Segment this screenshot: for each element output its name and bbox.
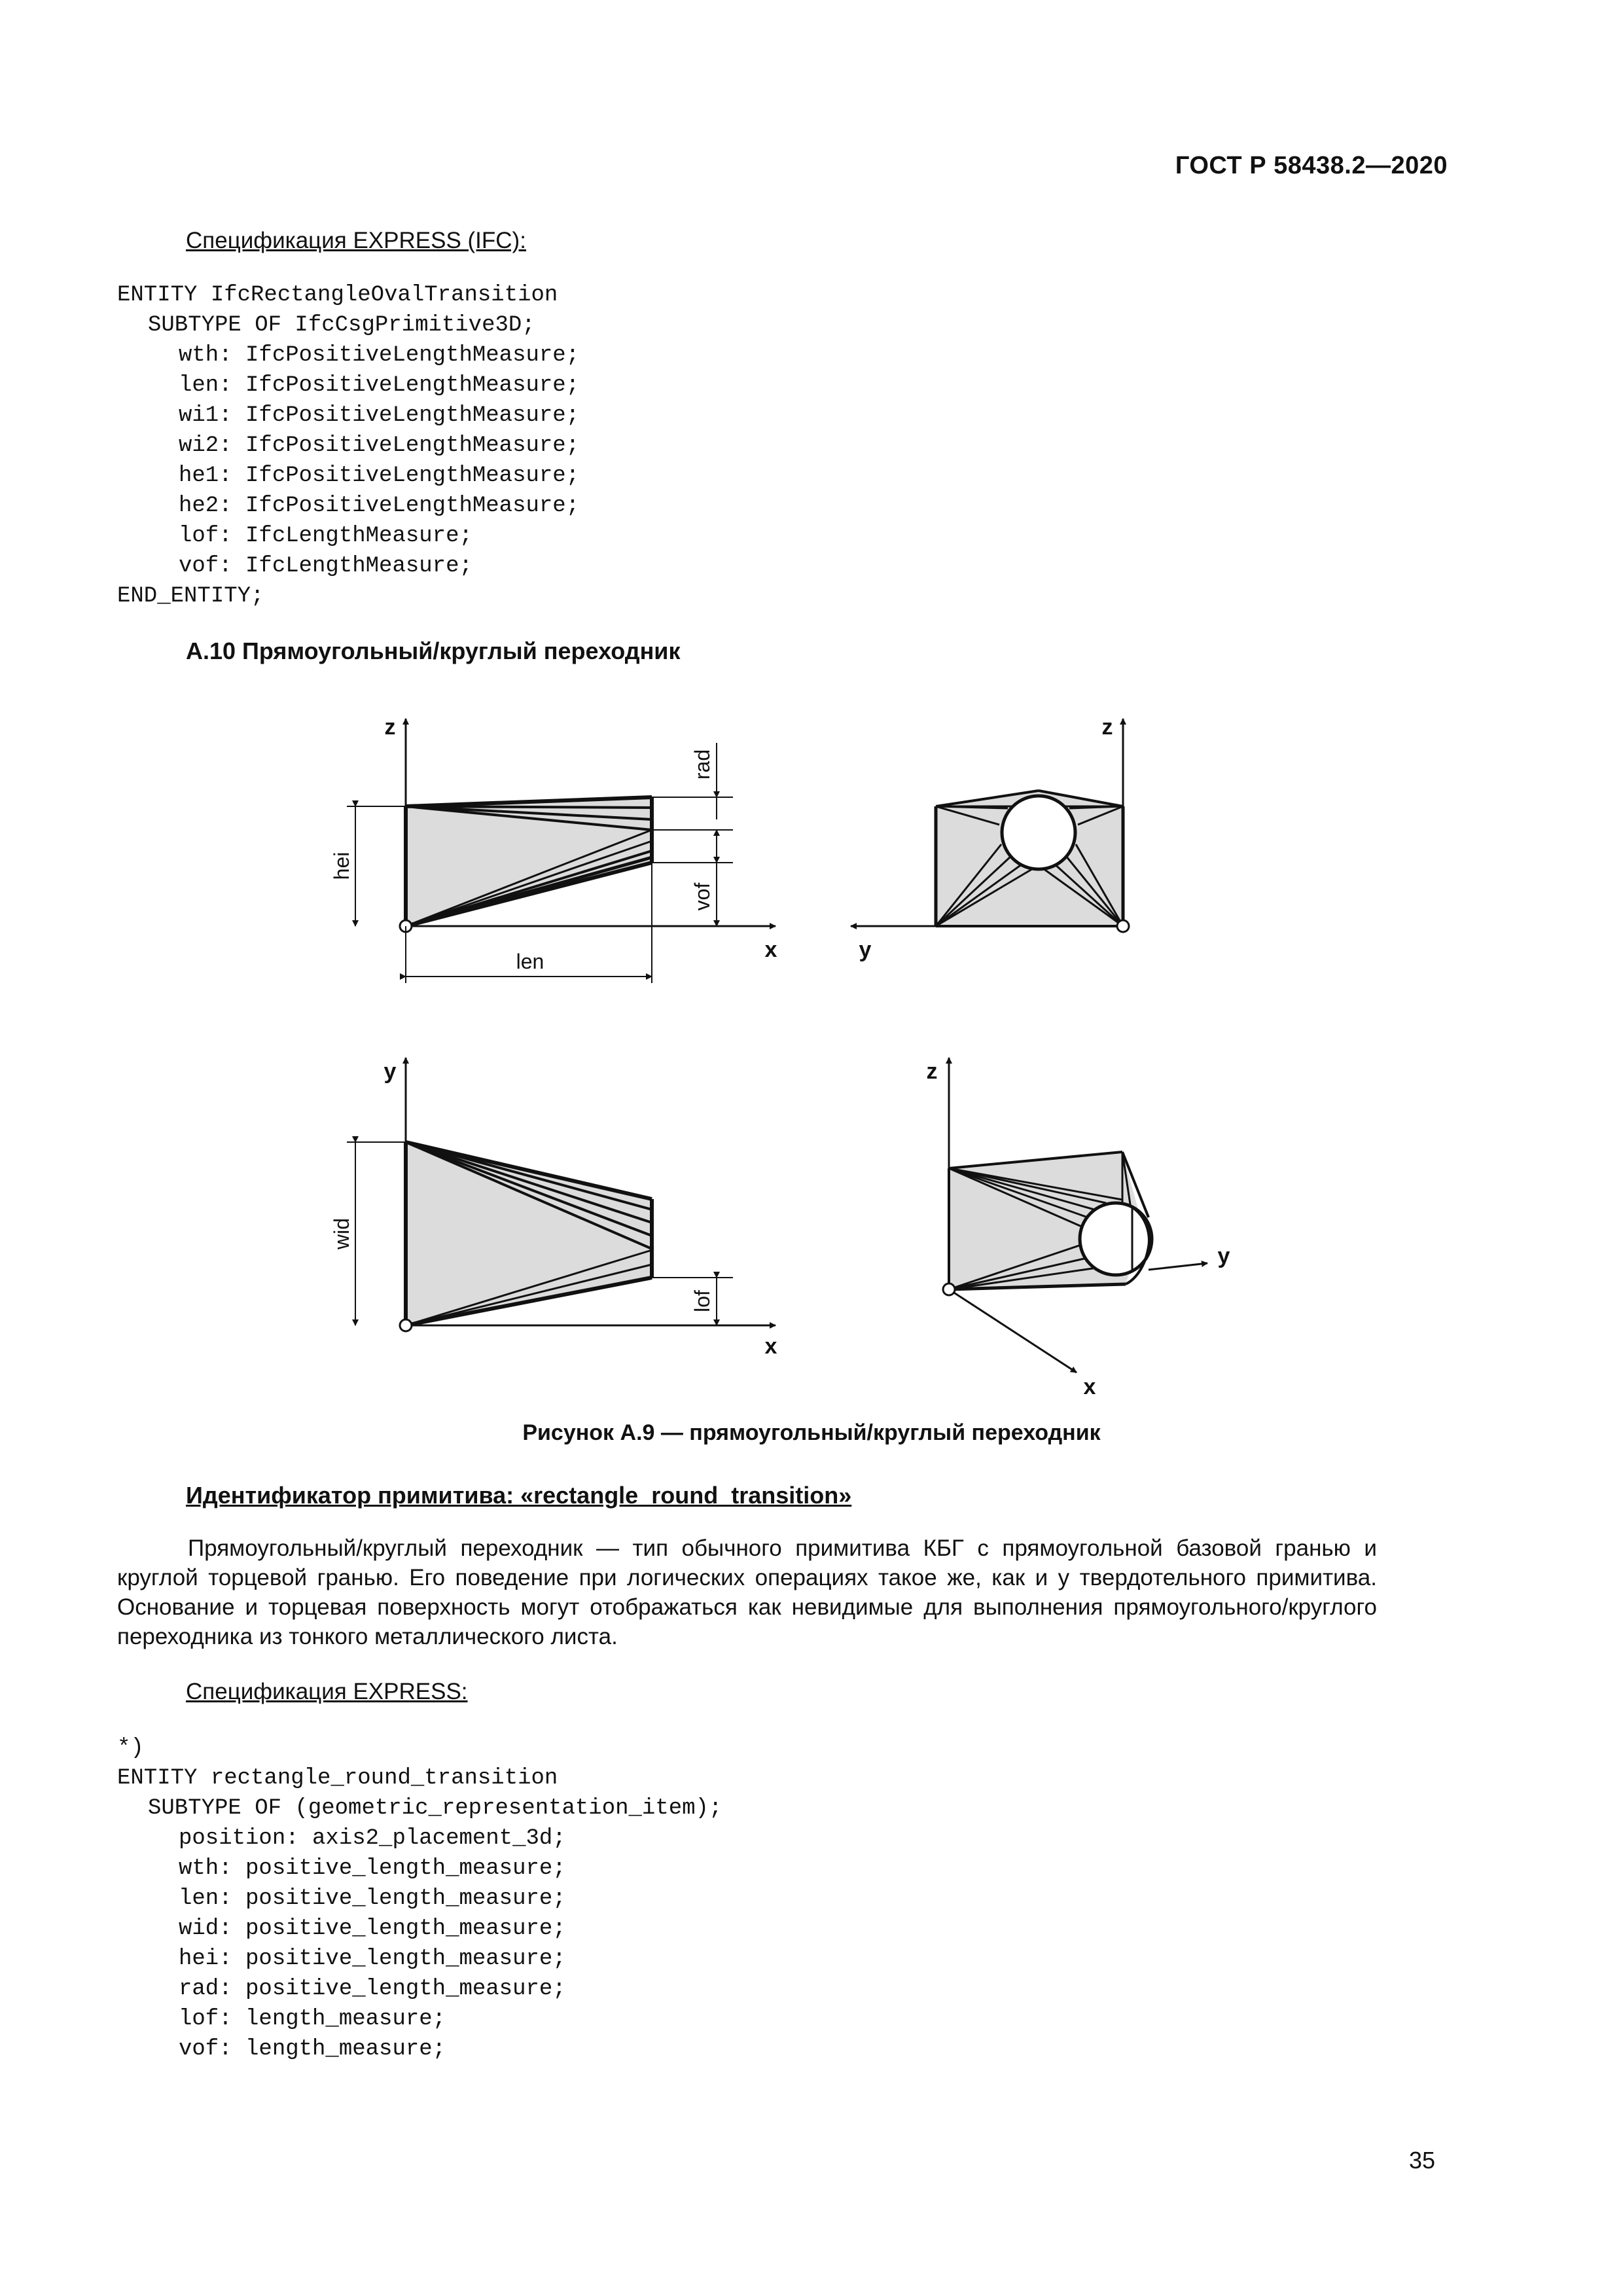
code-line: wth: IfcPositiveLengthMeasure;	[179, 343, 580, 368]
code-line: wi2: IfcPositiveLengthMeasure;	[179, 433, 580, 458]
code-line: vof: IfcLengthMeasure;	[179, 554, 473, 579]
code-line: *)	[117, 1736, 144, 1761]
code-line: SUBTYPE OF (geometric_representation_item);	[148, 1796, 722, 1821]
paragraph-text: Прямоугольный/круглый переходник — тип обычного примитива КБГ с прямоугольной базовой гранью и круглой торцевой гранью. Его поведение при логических операциях такое же, как и у твердотельного примитива. Основание и торцевая поверхность могут отображаться как невидимые для выполнения прямоугольного/круглого переходника из тонкого металлического листа.	[117, 1535, 1377, 1649]
code-line: len: positive_length_measure;	[179, 1886, 566, 1911]
dim-label-rad: rad	[690, 749, 714, 780]
code-line: hei: positive_length_measure;	[179, 1946, 566, 1971]
code-line: len: IfcPositiveLengthMeasure;	[179, 373, 580, 398]
dim-label-len: len	[516, 950, 544, 973]
description-paragraph	[117, 1534, 1377, 1651]
dim-label-lof: lof	[690, 1290, 714, 1312]
document-header: ГОСТ Р 58438.2—2020	[1175, 152, 1448, 179]
axis-label-z: z	[926, 1059, 938, 1084]
axis-label-y: y	[1217, 1244, 1230, 1268]
front-view	[851, 719, 1129, 932]
code-line: wth: positive_length_measure;	[179, 1856, 566, 1881]
axis-label-x: x	[764, 937, 777, 962]
code-line: rad: positive_length_measure;	[179, 1977, 566, 2001]
code-line: lof: length_measure;	[179, 2007, 446, 2032]
spec-express-label: Спецификация EXPRESS:	[186, 1679, 468, 1704]
code-line: vof: length_measure;	[179, 2037, 446, 2062]
code-line: position: axis2_placement_3d;	[179, 1826, 566, 1851]
page-number: 35	[1409, 2147, 1436, 2174]
code-line: SUBTYPE OF IfcCsgPrimitive3D;	[148, 313, 535, 338]
figure-a9	[0, 694, 1623, 1407]
primitive-identifier: Идентификатор примитива: «rectangle_round_transition»	[186, 1482, 852, 1509]
axis-label-x: x	[764, 1334, 777, 1359]
dim-label-vof: vof	[690, 882, 714, 911]
dim-label-wid: wid	[330, 1217, 353, 1250]
code-line: he1: IfcPositiveLengthMeasure;	[179, 463, 580, 488]
code-line: he2: IfcPositiveLengthMeasure;	[179, 493, 580, 518]
isometric-view	[943, 1058, 1207, 1372]
axis-label-y: y	[383, 1059, 397, 1084]
code-line: lof: IfcLengthMeasure;	[179, 524, 473, 548]
spec-ifc-label: Спецификация EXPRESS (IFC):	[186, 228, 526, 253]
axis-label-z: z	[384, 715, 396, 740]
code-line: END_ENTITY;	[117, 584, 264, 609]
section-title: А.10 Прямоугольный/круглый переходник	[186, 637, 681, 664]
axis-label-x: x	[1083, 1374, 1096, 1399]
code-line: ENTITY IfcRectangleOvalTransition	[117, 283, 558, 308]
figure-caption: Рисунок А.9 — прямоугольный/круглый переходник	[522, 1420, 1101, 1445]
code-block-ifc	[117, 280, 579, 611]
axis-label-z: z	[1101, 715, 1113, 740]
axis-label-y: y	[859, 937, 872, 962]
code-line: wi1: IfcPositiveLengthMeasure;	[179, 403, 580, 428]
code-block-express	[117, 1733, 722, 2064]
code-line: wid: positive_length_measure;	[179, 1916, 566, 1941]
dim-label-hei: hei	[330, 852, 353, 880]
code-line: ENTITY rectangle_round_transition	[117, 1766, 558, 1791]
